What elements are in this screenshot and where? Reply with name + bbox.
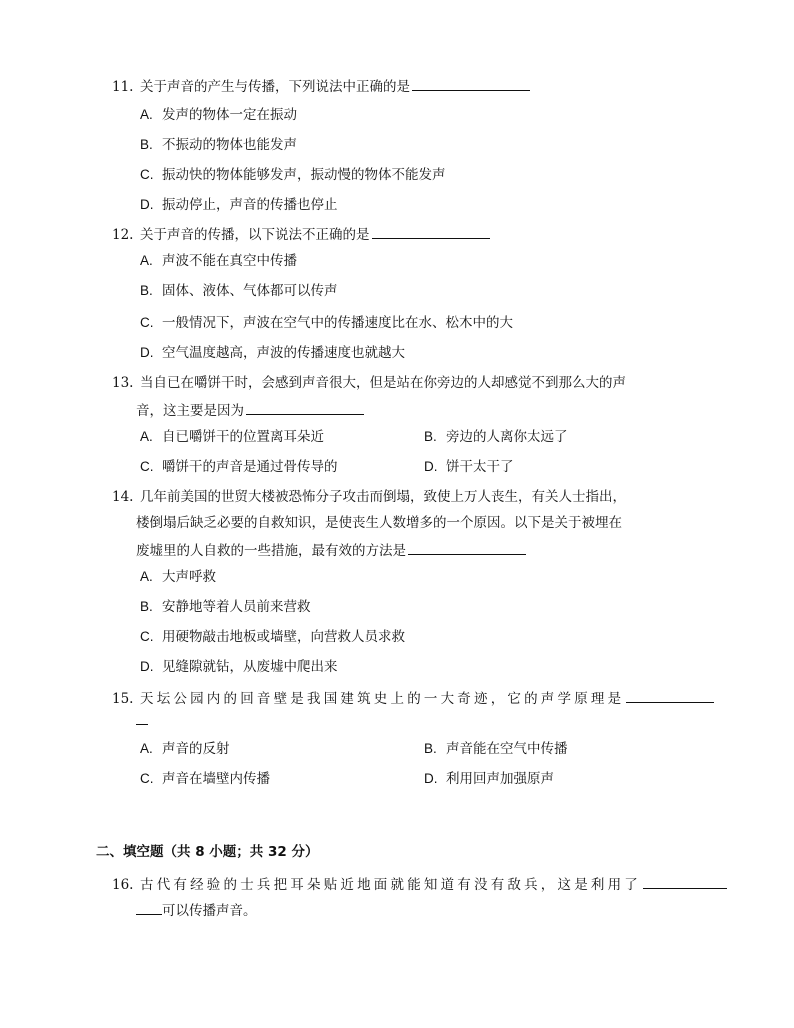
question-number: 16. <box>112 877 134 893</box>
option-a[interactable]: A. 声音的反射 <box>140 741 230 757</box>
answer-blank[interactable] <box>412 76 530 91</box>
option-d[interactable]: D. 利用回声加强原声 <box>424 771 554 787</box>
question-number: 12. <box>112 227 134 243</box>
answer-blank[interactable] <box>136 900 162 915</box>
question-15-stem: 15. 天坛公园内的回音壁是我国建筑史上的一大奇迹，它的声学原理是 <box>112 688 714 708</box>
option-a[interactable]: A. 自已嚼饼干的位置离耳朵近 <box>140 429 324 445</box>
answer-blank[interactable] <box>372 224 490 239</box>
option-d[interactable]: D. 饼干太干了 <box>424 459 514 475</box>
option-d[interactable]: D. 空气温度越高，声波的传播速度也就越大 <box>140 345 405 361</box>
option-a[interactable]: A. 大声呼救 <box>140 569 216 585</box>
answer-blank[interactable] <box>408 540 526 555</box>
answer-blank[interactable] <box>246 400 364 415</box>
question-13-stem: 13. 当自已在嚼饼干时，会感到声音很大，但是站在你旁边的人却感觉不到那么大的声 <box>112 375 626 391</box>
option-a[interactable]: A. 声波不能在真空中传播 <box>140 253 297 269</box>
option-b[interactable]: B. 声音能在空气中传播 <box>424 741 568 757</box>
question-16-stem: 16. 古代有经验的士兵把耳朵贴近地面就能知道有没有敌兵，这是利用了 <box>112 874 727 894</box>
question-11-stem: 11. 关于声音的产生与传播，下列说法中正确的是 <box>112 76 530 96</box>
question-number: 13. <box>112 375 134 391</box>
question-14-stem: 14. 几年前美国的世贸大楼被恐怖分子攻击而倒塌，致使上万人丧生，有关人士指出， <box>112 489 626 505</box>
question-number: 15. <box>112 691 134 707</box>
question-16-stem-cont: 可以传播声音。 <box>136 900 257 920</box>
question-14-stem-cont-2: 废墟里的人自救的一些措施，最有效的方法是 <box>136 540 526 560</box>
question-13-stem-cont: 音，这主要是因为 <box>136 400 364 420</box>
option-c[interactable]: C. 声音在墙壁内传播 <box>140 771 270 787</box>
option-c[interactable]: C. 一般情况下，声波在空气中的传播速度比在水、松木中的大 <box>140 315 513 331</box>
option-d[interactable]: D. 振动停止，声音的传播也停止 <box>140 197 338 213</box>
question-14-stem-cont-1: 楼倒塌后缺乏必要的自救知识，是使丧生人数增多的一个原因。以下是关于被埋在 <box>136 515 622 531</box>
option-a[interactable]: A. 发声的物体一定在振动 <box>140 107 297 123</box>
option-d[interactable]: D. 见缝隙就钻，从废墟中爬出来 <box>140 659 338 675</box>
answer-blank[interactable] <box>643 874 727 889</box>
answer-blank[interactable] <box>626 688 714 703</box>
question-12-stem: 12. 关于声音的传播，以下说法不正确的是 <box>112 224 490 244</box>
option-c[interactable]: C. 用硬物敲击地板或墙壁，向营救人员求救 <box>140 629 405 645</box>
option-b[interactable]: B. 不振动的物体也能发声 <box>140 137 297 153</box>
option-b[interactable]: B. 旁边的人离你太远了 <box>424 429 568 445</box>
section-heading: 二、填空题（共 8 小题；共 32 分） <box>96 844 319 860</box>
question-number: 14. <box>112 489 134 505</box>
answer-blank-continuation[interactable] <box>134 712 148 730</box>
option-c[interactable]: C. 嚼饼干的声音是通过骨传导的 <box>140 459 338 475</box>
option-b[interactable]: B. 固体、液体、气体都可以传声 <box>140 283 338 299</box>
option-c[interactable]: C. 振动快的物体能够发声，振动慢的物体不能发声 <box>140 167 446 183</box>
question-number: 11. <box>112 79 134 95</box>
option-b[interactable]: B. 安静地等着人员前来营救 <box>140 599 311 615</box>
